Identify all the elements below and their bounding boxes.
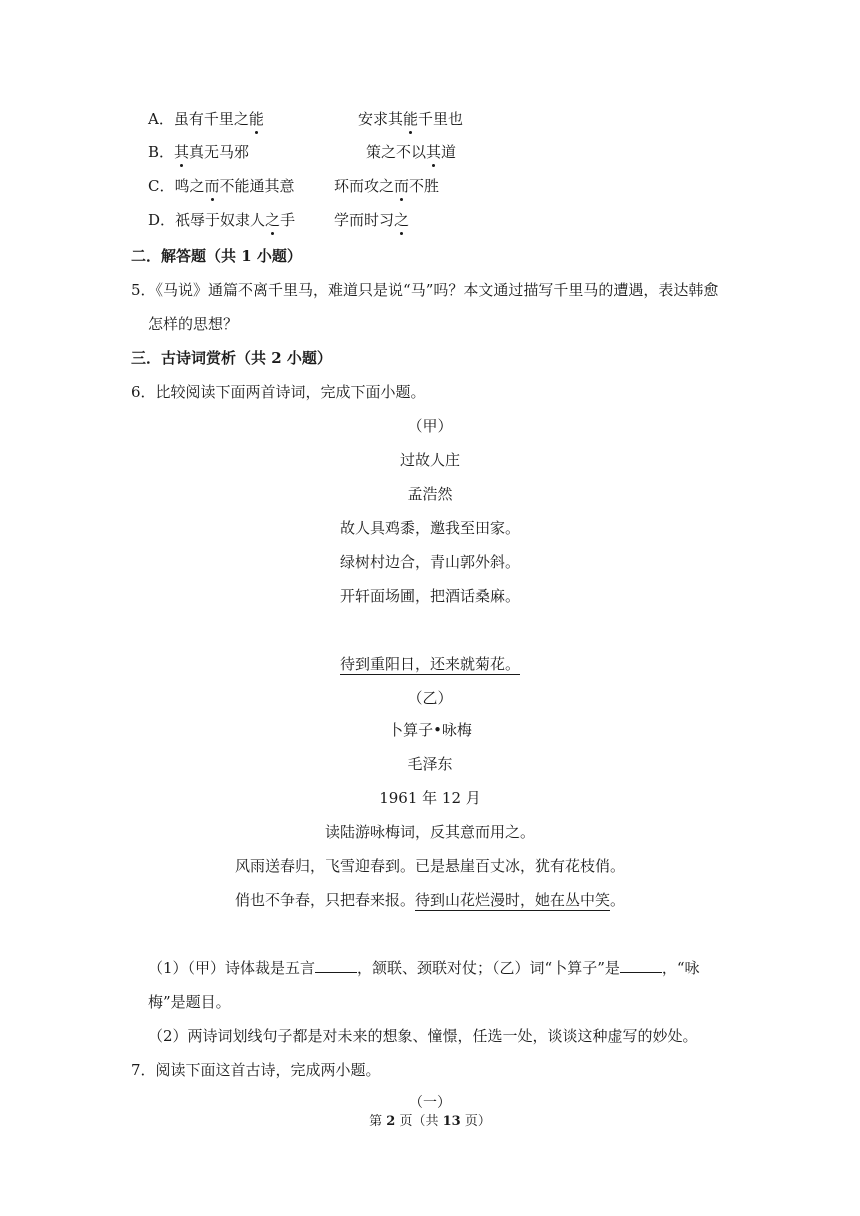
- option-d-right: 学而时习之: [334, 211, 410, 229]
- sub-question-1: （1）（甲）诗体裁是五言 ，颔联、颈联对仗；（乙）词“卜算子”是 ，“咏: [148, 959, 700, 977]
- emphasis-char: 能: [248, 110, 264, 128]
- option-letter: B．: [148, 143, 175, 161]
- question-5: 5．《马说》通篇不离千里马，难道只是说“马”吗？本文通过描写千里马的遭遇，表达韩愈: [131, 281, 719, 299]
- emphasis-char: 而: [204, 177, 220, 195]
- section-heading: 三．古诗词赏析（共 2 小题）: [131, 349, 332, 367]
- option-letter: C．: [148, 177, 175, 195]
- poem-title: 过故人庄: [399, 451, 460, 469]
- question-6: 6．比较阅读下面两首诗词，完成下面小题。: [131, 383, 426, 401]
- option-a: A．虽有千里之能: [148, 110, 264, 128]
- poem-line-underlined: 待到重阳日，还来就菊花。: [339, 655, 520, 673]
- underlined-phrase: 待到山花烂漫时，她在丛中笑: [414, 891, 610, 909]
- option-b: B．其真无马邪: [148, 143, 250, 161]
- poem-title: 卜算子•咏梅: [388, 721, 472, 739]
- poem-author: 毛泽东: [407, 755, 453, 773]
- question-5-cont: 怎样的思想？: [148, 315, 239, 333]
- option-a-right: 安求其能千里也: [358, 110, 464, 128]
- poem-date: 1961 年 12 月: [379, 789, 481, 807]
- option-c: C．鸣之而不能通其意: [148, 177, 295, 195]
- question-7: 7．阅读下面这首古诗，完成两小题。: [131, 1061, 381, 1079]
- section-heading: 二．解答题（共 1 小题）: [131, 247, 302, 265]
- sub-question-1-cont: 梅”是题目。: [148, 993, 231, 1011]
- answer-blank[interactable]: [620, 958, 662, 973]
- poem-line: 俏也不争春，只把春来报。待到山花烂漫时，她在丛中笑。: [234, 891, 626, 909]
- option-letter: D．: [148, 211, 176, 229]
- option-b-right: 策之不以其道: [366, 143, 457, 161]
- answer-blank[interactable]: [315, 958, 357, 973]
- poem-line: 故人具鸡黍，邀我至田家。: [339, 519, 520, 537]
- poem-line: 绿树村边合，青山郭外斜。: [339, 553, 520, 571]
- emphasis-char: 而: [394, 177, 410, 195]
- part-label: （一）: [409, 1095, 451, 1111]
- option-d: D．祇辱于奴隶人之手: [148, 211, 296, 229]
- emphasis-char: 其: [174, 143, 190, 161]
- emphasis-char: 能: [403, 110, 419, 128]
- sub-question-2: （2）两诗词划线句子都是对未来的想象、憧憬，任选一处，谈谈这种虚写的妙处。: [148, 1027, 698, 1045]
- page-footer: 第 2 页（共 13 页）: [369, 1114, 491, 1129]
- option-letter: A．: [148, 110, 174, 128]
- emphasis-char: 其: [426, 143, 442, 161]
- poem-author: 孟浩然: [407, 485, 453, 503]
- emphasis-char: 之: [265, 211, 281, 229]
- option-c-right: 环而攻之而不胜: [334, 177, 440, 195]
- poem-label: （乙）: [407, 689, 453, 707]
- poem-line: 开轩面场圃，把酒话桑麻。: [339, 587, 520, 605]
- poem-line: 风雨送春归，飞雪迎春到。已是悬崖百丈冰，犹有花枝俏。: [234, 857, 625, 875]
- poem-preface: 读陆游咏梅词，反其意而用之。: [324, 823, 535, 841]
- poem-label: （甲）: [407, 417, 453, 435]
- emphasis-char: 之: [394, 211, 410, 229]
